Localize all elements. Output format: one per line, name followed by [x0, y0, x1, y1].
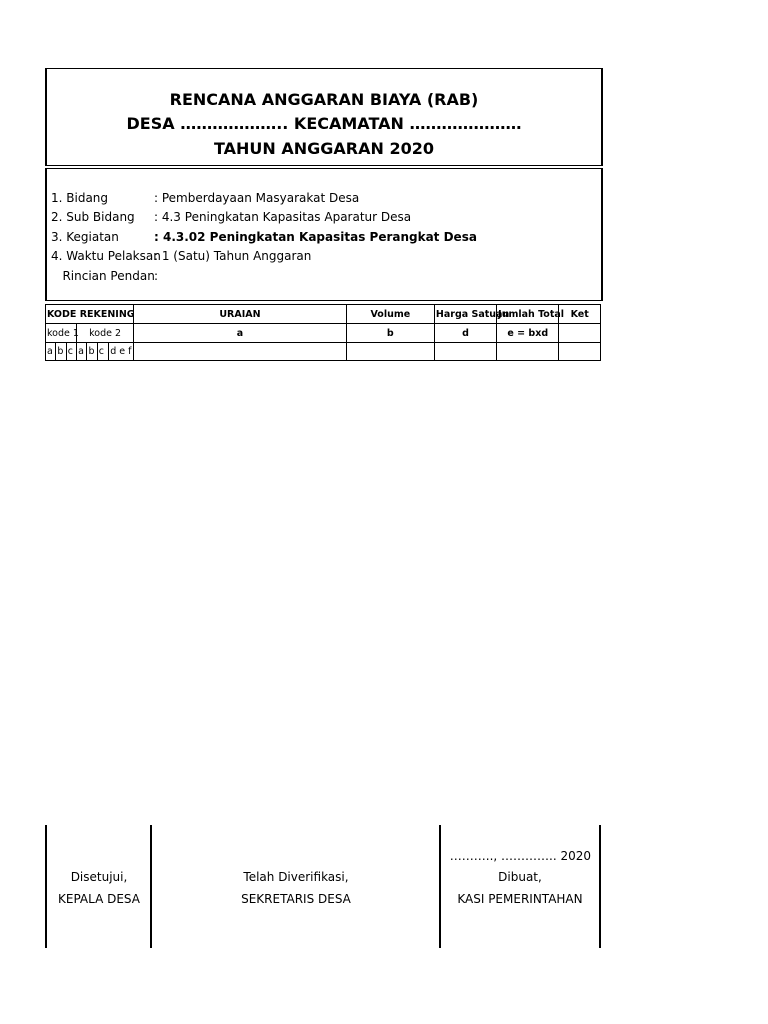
header-col-a: a [134, 324, 347, 343]
title-line-1: RENCANA ANGGARAN BIAYA (RAB) [169, 90, 479, 109]
signature-date: ……….., ………….. 2020 [449, 849, 591, 863]
title-line-3: TAHUN ANGGARAN 2020 [213, 139, 434, 158]
header-letter: f [128, 346, 132, 357]
info-row-rincian: Rincian Pendan: [51, 269, 159, 283]
activity-info [45, 168, 603, 301]
info-row-kegiatan: 3. Kegiatan : 4.3.02 Peningkatan Kapasitas Perangkat Desa [51, 230, 477, 244]
document-header [45, 68, 603, 166]
signature-left-line-1: Disetujui, [70, 870, 128, 884]
signature-kasi-pemerintahan [439, 825, 601, 948]
signature-right-line-2: KASI PEMERINTAHAN [457, 892, 583, 906]
header-volume: Volume [346, 305, 434, 324]
signature-left-line-2: KEPALA DESA [58, 892, 140, 906]
header-letter: d [110, 346, 117, 357]
info-row-bidang: 1. Bidang : Pemberdayaan Masyarakat Desa [51, 191, 360, 205]
signature-mid-line-1: Telah Diverifikasi, [243, 870, 349, 884]
header-col-e: e = bxd [497, 324, 559, 343]
header-kode-1: kode 1 [46, 324, 77, 343]
header-letter: b [87, 343, 97, 361]
header-uraian: URAIAN [134, 305, 347, 324]
signature-mid-line-2: SEKRETARIS DESA [241, 892, 351, 906]
header-harga-satuan: Harga Satuan [434, 305, 496, 324]
header-col-b: b [346, 324, 434, 343]
table-subheader-row [46, 324, 601, 343]
header-ket: Ket [559, 305, 601, 324]
header-letter: c [66, 343, 76, 361]
table-header-row [46, 305, 601, 324]
header-col-ket-empty [559, 324, 601, 343]
info-row-sub-bidang: 2. Sub Bidang : 4.3 Peningkatan Kapasitas Aparatur Desa [51, 210, 412, 224]
header-jumlah-total: Jumlah Total [497, 305, 559, 324]
budget-table [45, 304, 601, 361]
header-col-d: d [434, 324, 496, 343]
header-letter: a [77, 343, 87, 361]
table-letters-row [46, 343, 601, 361]
header-letter: e [119, 346, 126, 357]
title-line-2: DESA ……………….. KECAMATAN ………………… [126, 114, 522, 133]
signature-section [45, 825, 601, 948]
header-letter: a [46, 343, 56, 361]
signature-kepala-desa [45, 825, 151, 948]
signature-right-line-1: Dibuat, [498, 870, 542, 884]
rab-document [45, 68, 601, 948]
header-kode-rekening: KODE REKENING [46, 305, 134, 324]
info-row-waktu: 4. Waktu Pelaksan: 1 (Satu) Tahun Anggaran [51, 249, 312, 263]
header-letter: c [97, 343, 108, 361]
header-letter: b [56, 343, 66, 361]
signature-sekretaris-desa [150, 825, 440, 948]
header-letter-group [109, 343, 134, 361]
budget-table-body [46, 305, 601, 361]
header-kode-2: kode 2 [77, 324, 134, 343]
